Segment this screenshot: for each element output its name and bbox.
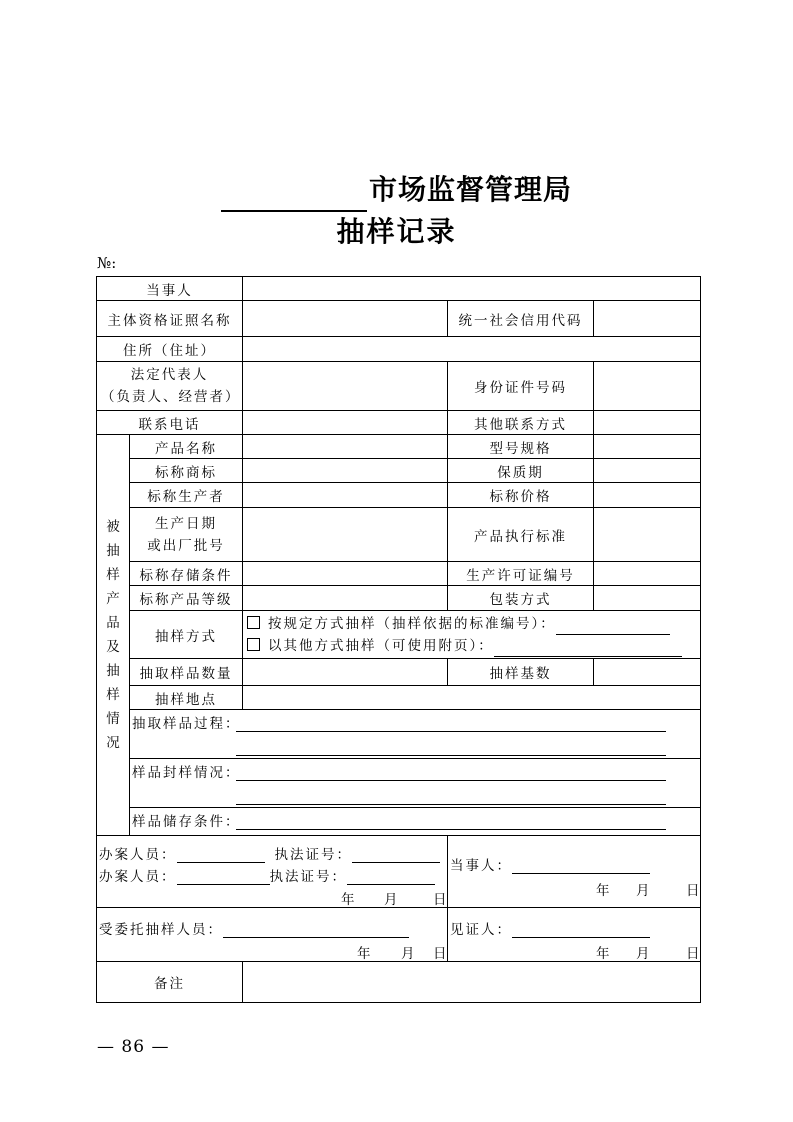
document-number-label: №: (97, 254, 117, 272)
officer-signature-cell[interactable] (97, 836, 448, 908)
witness-label: 见证人： (450, 922, 512, 938)
shelf-life-label: 保质期 (448, 459, 594, 483)
production-date-field[interactable] (243, 508, 448, 562)
sample-quantity-field[interactable] (243, 659, 448, 686)
sampling-record-form (96, 276, 701, 1003)
agency-title-suffix: 市场监督管理局 (368, 173, 572, 206)
page-number: — 86 — (97, 1037, 170, 1057)
witness-day: 日 (686, 946, 702, 962)
entity-name-field[interactable] (243, 301, 448, 337)
other-contact-field[interactable] (594, 411, 701, 435)
officer-day: 日 (433, 892, 449, 908)
sampling-base-field[interactable] (594, 659, 701, 686)
grade-label: 标称产品等级 (130, 586, 243, 611)
officer-label-2: 办案人员： (99, 869, 177, 885)
brand-field[interactable] (243, 459, 448, 483)
party-month: 月 (636, 883, 652, 899)
witness-year: 年 (596, 946, 612, 962)
sampling-method-label: 抽样方式 (130, 611, 243, 659)
sample-keep-label: 样品储存条件： (132, 814, 241, 830)
checkbox-other[interactable] (247, 638, 260, 651)
package-label: 包装方式 (448, 586, 594, 611)
checkbox-standard[interactable] (247, 616, 260, 629)
header (0, 168, 793, 252)
other-contact-label: 其他联系方式 (448, 411, 594, 435)
party-year: 年 (596, 883, 612, 899)
legal-rep-field[interactable] (243, 362, 448, 411)
credit-code-label: 统一社会信用代码 (448, 301, 594, 337)
party-sign-label: 当事人： (450, 858, 512, 874)
sample-keep-cell[interactable] (130, 808, 701, 836)
price-label: 标称价格 (448, 483, 594, 508)
entrusted-year: 年 (357, 946, 373, 962)
id-number-label: 身份证件号码 (448, 362, 594, 411)
production-date-label: 生产日期 或出厂批号 (130, 508, 243, 562)
standard-label: 产品执行标准 (448, 508, 594, 562)
sampling-method-options (243, 611, 701, 659)
price-field[interactable] (594, 483, 701, 508)
license-field[interactable] (594, 562, 701, 586)
document-title: 抽样记录 (336, 215, 457, 248)
sample-seal-cell[interactable] (130, 759, 701, 808)
product-name-label: 产品名称 (130, 435, 243, 459)
manufacturer-label: 标称生产者 (130, 483, 243, 508)
package-field[interactable] (594, 586, 701, 611)
party-field[interactable] (243, 277, 701, 301)
method-option-other[interactable]: 以其他方式抽样（可使用附页）： (247, 635, 696, 657)
credit-code-field[interactable] (594, 301, 701, 337)
entrusted-day: 日 (433, 946, 449, 962)
brand-label: 标称商标 (130, 459, 243, 483)
sampling-location-field[interactable] (243, 686, 701, 710)
phone-label: 联系电话 (97, 411, 243, 435)
officer-month: 月 (384, 892, 400, 908)
grade-field[interactable] (243, 586, 448, 611)
id-number-field[interactable] (594, 362, 701, 411)
phone-field[interactable] (243, 411, 448, 435)
party-signature-cell[interactable] (448, 836, 701, 908)
sampling-process-cell[interactable] (130, 710, 701, 759)
manufacturer-field[interactable] (243, 483, 448, 508)
cert-label-2: 执法证号： (269, 869, 347, 885)
method-option-standard[interactable]: 按规定方式抽样（抽样依据的标准编号）： (247, 613, 696, 635)
address-field[interactable] (243, 337, 701, 362)
shelf-life-field[interactable] (594, 459, 701, 483)
product-name-field[interactable] (243, 435, 448, 459)
sampled-product-section-label: 被 抽 样 产 品 及 抽 样 情 况 (97, 435, 130, 836)
sampling-process-label: 抽取样品过程： (132, 716, 241, 732)
entity-name-label: 主体资格证照名称 (97, 301, 243, 337)
storage-field[interactable] (243, 562, 448, 586)
remarks-field[interactable] (243, 962, 701, 1003)
cert-label-1: 执法证号： (274, 847, 352, 863)
sampling-base-label: 抽样基数 (448, 659, 594, 686)
officer-label-1: 办案人员： (99, 847, 177, 863)
agency-title (0, 168, 793, 212)
agency-name-blank[interactable] (221, 180, 367, 212)
officer-year: 年 (341, 892, 357, 908)
standard-field[interactable] (594, 508, 701, 562)
model-field[interactable] (594, 435, 701, 459)
entrusted-signature-cell[interactable] (97, 908, 448, 962)
party-day: 日 (686, 883, 702, 899)
legal-rep-label: 法定代表人 （负责人、经营者） (97, 362, 243, 411)
license-label: 生产许可证编号 (448, 562, 594, 586)
entrusted-month: 月 (401, 946, 417, 962)
sample-seal-label: 样品封样情况： (132, 765, 241, 781)
remarks-label: 备注 (97, 962, 243, 1003)
party-label: 当事人 (97, 277, 243, 301)
address-label: 住所（住址） (97, 337, 243, 362)
sample-quantity-label: 抽取样品数量 (130, 659, 243, 686)
witness-month: 月 (636, 946, 652, 962)
model-label: 型号规格 (448, 435, 594, 459)
witness-signature-cell[interactable] (448, 908, 701, 962)
entrusted-label: 受委托抽样人员： (99, 922, 223, 938)
sampling-location-label: 抽样地点 (130, 686, 243, 710)
storage-label: 标称存储条件 (130, 562, 243, 586)
